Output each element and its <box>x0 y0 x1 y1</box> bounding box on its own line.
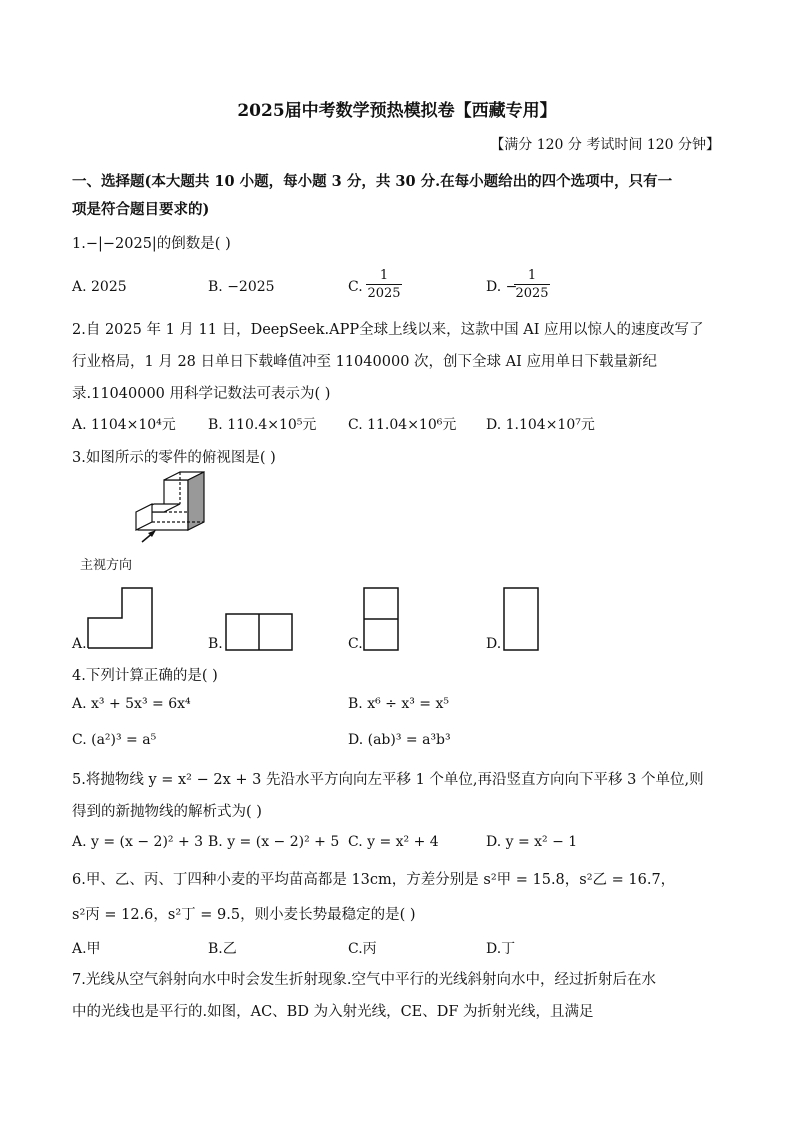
q2-option-c: C. 11.04×10⁶元 <box>348 417 457 433</box>
q4-option-d: D. (ab)³ = a³b³ <box>348 732 451 748</box>
q3-option-d-shape <box>502 586 540 652</box>
q4-option-c: C. (a²)³ = a⁵ <box>72 732 157 748</box>
q3-stem: 3.如图所示的零件的俯视图是( ) <box>72 450 276 466</box>
q1-d-denominator: 2025 <box>515 286 549 301</box>
q1-option-a: A. 2025 <box>72 279 127 295</box>
q6-line-1: 6.甲、乙、丙、丁四种小麦的平均苗高都是 13cm，方差分别是 s²甲 = 15.8，s²乙 = 16.7， <box>72 872 676 888</box>
q1-d-numerator: 1 <box>527 268 537 283</box>
q2-line-2: 行业格局，1 月 28 日单日下载峰值冲至 11040000 次，创下全球 AI 应用单日下载量新纪 <box>72 354 657 370</box>
q5-line-1: 5.将抛物线 y = x² − 2x + 3 先沿水平方向向左平移 1 个单位,再沿竖直方向向下平移 3 个单位,则 <box>72 772 704 788</box>
q3-view-direction-label: 主视方向 <box>80 558 133 573</box>
q4-stem: 4.下列计算正确的是( ) <box>72 668 218 684</box>
q6-option-d: D.丁 <box>486 941 516 957</box>
q7-line-2: 中的光线也是平行的.如图，AC、BD 为入射光线，CE、DF 为折射光线，且满足 <box>72 1004 594 1020</box>
q3-option-c-shape <box>362 586 400 652</box>
q1-d-fraction-bar <box>514 284 550 285</box>
q3-option-a-label: A. <box>72 636 87 652</box>
q3-option-c-label: C. <box>348 636 363 652</box>
q6-option-c: C.丙 <box>348 941 377 957</box>
q2-option-d: D. 1.104×10⁷元 <box>486 417 595 433</box>
q3-option-b-label: B. <box>208 636 223 652</box>
q1-option-d-prefix: D. − <box>486 279 518 295</box>
q2-option-a: A. 1104×10⁴元 <box>72 417 176 433</box>
section-heading-line-1: 一、选择题(本大题共 10 小题，每小题 3 分，共 30 分.在每小题给出的四个选项中，只有一 <box>72 173 673 190</box>
q1-c-numerator: 1 <box>379 268 389 283</box>
q2-line-3: 录.11040000 用科学记数法可表示为( ) <box>72 386 331 402</box>
q5-option-d: D. y = x² − 1 <box>486 834 578 850</box>
q2-option-b: B. 110.4×10⁵元 <box>208 417 317 433</box>
q1-c-denominator: 2025 <box>367 286 401 301</box>
q1-option-c-fraction <box>366 268 402 301</box>
q7-line-1: 7.光线从空气斜射向水中时会发生折射现象.空气中平行的光线斜射向水中，经过折射后在水 <box>72 972 656 988</box>
exam-meta: 【满分 120 分 考试时间 120 分钟】 <box>490 137 720 153</box>
section-heading-line-2: 项是符合题目要求的) <box>72 201 210 218</box>
q3-option-d-label: D. <box>486 636 502 652</box>
q6-option-b: B.乙 <box>208 941 237 957</box>
q4-option-b: B. x⁶ ÷ x³ = x⁵ <box>348 696 449 712</box>
q5-line-2: 得到的新抛物线的解析式为( ) <box>72 804 262 820</box>
q1-c-fraction-bar <box>366 284 402 285</box>
page-title: 2025届中考数学预热模拟卷【西藏专用】 <box>237 101 557 121</box>
q6-line-2: s²丙 = 12.6，s²丁 = 9.5，则小麦长势最稳定的是( ) <box>72 907 416 923</box>
q1-option-d-fraction <box>514 268 550 301</box>
q1-stem: 1.−|−2025|的倒数是( ) <box>72 236 231 252</box>
q1-option-c-prefix: C. <box>348 279 363 295</box>
q1-option-b: B. −2025 <box>208 279 275 295</box>
q3-option-b-shape <box>224 612 294 652</box>
q4-option-a: A. x³ + 5x³ = 6x⁴ <box>72 696 191 712</box>
q3-option-a-shape <box>86 586 156 650</box>
q6-option-a: A.甲 <box>72 941 101 957</box>
q5-option-a: A. y = (x − 2)² + 3 <box>72 834 204 850</box>
q5-option-c: C. y = x² + 4 <box>348 834 439 850</box>
q5-option-b: B. y = (x − 2)² + 5 <box>208 834 340 850</box>
q2-line-1: 2.自 2025 年 1 月 11 日，DeepSeek.APP全球上线以来，这款中国 AI 应用以惊人的速度改写了 <box>72 322 704 338</box>
